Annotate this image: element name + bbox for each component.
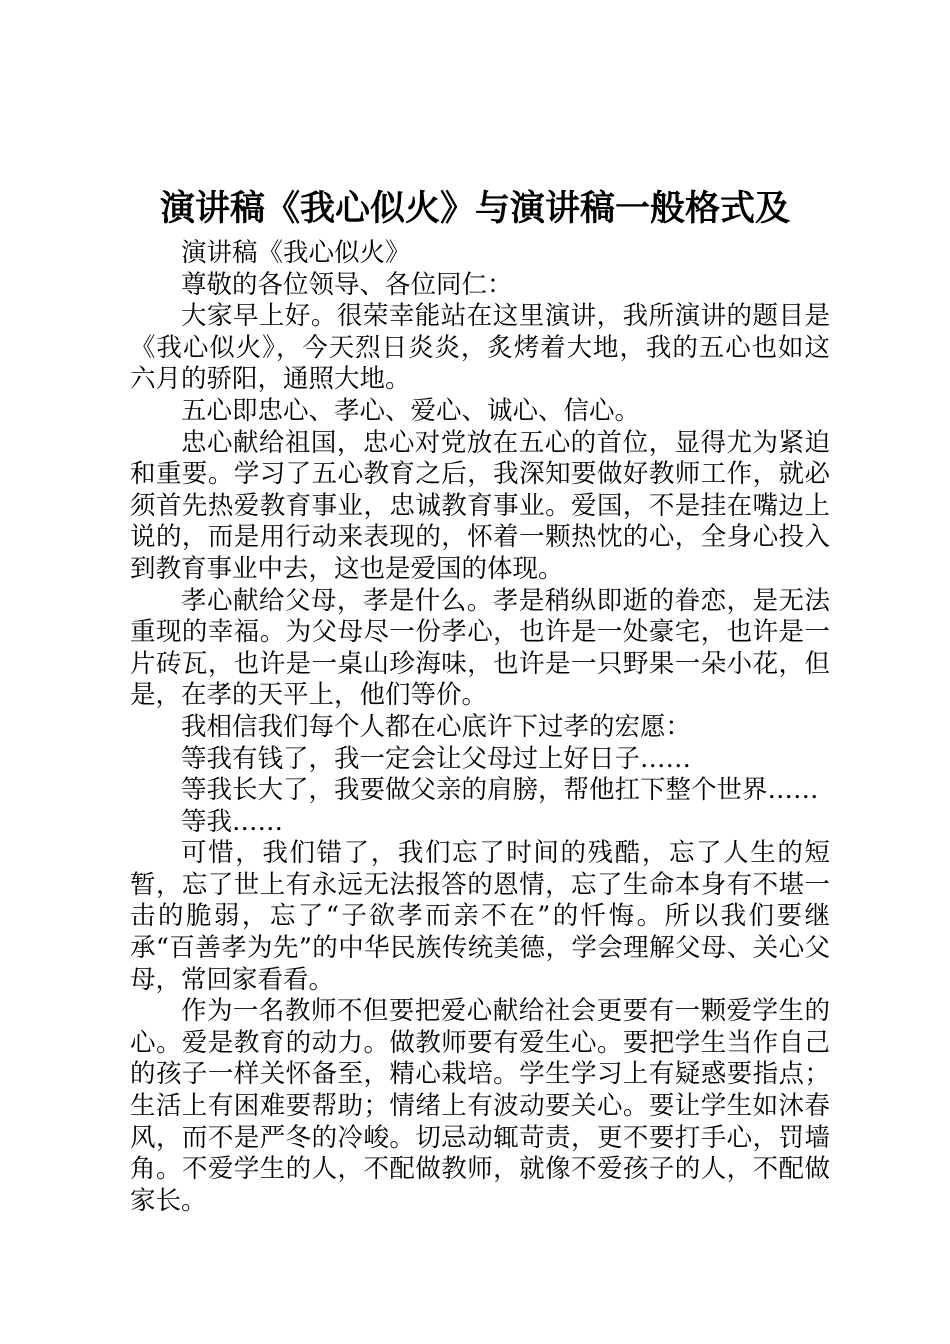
body-paragraph: 忠心献给祖国，忠心对党放在五心的首位，显得尤为紧迫和重要。学习了五心教育之后，我深知要做好教师工作，就必须首先热爱教育事业，忠诚教育事业。爱国，不是挂在嘴边上说的，而是用行动来表现的，怀着一颗热忱的心，全身心投入到教育事业中去，这也是爱国的体现。: [130, 427, 830, 584]
body-paragraph: 等我有钱了，我一定会让父母过上好日子……: [181, 743, 692, 774]
body-paragraph: 五心即忠心、孝心、爱心、诚心、信心。: [181, 395, 641, 426]
body-paragraph: 大家早上好。很荣幸能站在这里演讲，我所演讲的题目是《我心似火》，今天烈日炎炎，炙烤着大地，我的五心也如这六月的骄阳，通照大地。: [130, 301, 830, 395]
body-paragraph: 作为一名教师不但要把爱心献给社会更要有一颗爱学生的心。爱是教育的动力。做教师要有爱生心。要把学生当作自己的孩子一样关怀备至，精心栽培。学生学习上有疑惑要指点；生活上有困难要帮助；情绪上有波动要关心。要让学生如沐春风，而不是严冬的冷峻。切忌动辄苛责，更不要打手心，罚墙角。不爱学生的人，不配做教师，就像不爱孩子的人，不配做家长。: [130, 996, 830, 1216]
body-paragraph: 等我……: [181, 806, 284, 837]
document-body: [130, 238, 830, 1217]
subtitle-paragraph: 演讲稿《我心似火》: [181, 238, 411, 268]
body-paragraph: 等我长大了，我要做父亲的肩膀，帮他扛下整个世界……: [181, 775, 819, 806]
body-paragraph: 可惜，我们错了，我们忘了时间的残酷，忘了人生的短暂，忘了世上有永远无法报答的恩情，忘了生命本身有不堪一击的脆弱，忘了“子欲孝而亲不在”的忏悔。所以我们要继承“百善孝为先”的中华民族传统美德，学会理解父母、关心父母，常回家看看。: [130, 838, 830, 995]
document-title: 演讲稿《我心似火》与演讲稿一般格式及: [159, 188, 790, 229]
body-paragraph: 我相信我们每个人都在心底许下过孝的宏愿：: [181, 711, 692, 742]
body-paragraph: 孝心献给父母，孝是什么。孝是稍纵即逝的眷恋，是无法重现的幸福。为父母尽一份孝心，也许是一处豪宅，也许是一片砖瓦，也许是一桌山珍海味，也许是一只野果一朵小花，但是，在孝的天平上，他们等价。: [130, 585, 830, 711]
salutation-paragraph: 尊敬的各位领导、各位同仁：: [181, 269, 513, 300]
